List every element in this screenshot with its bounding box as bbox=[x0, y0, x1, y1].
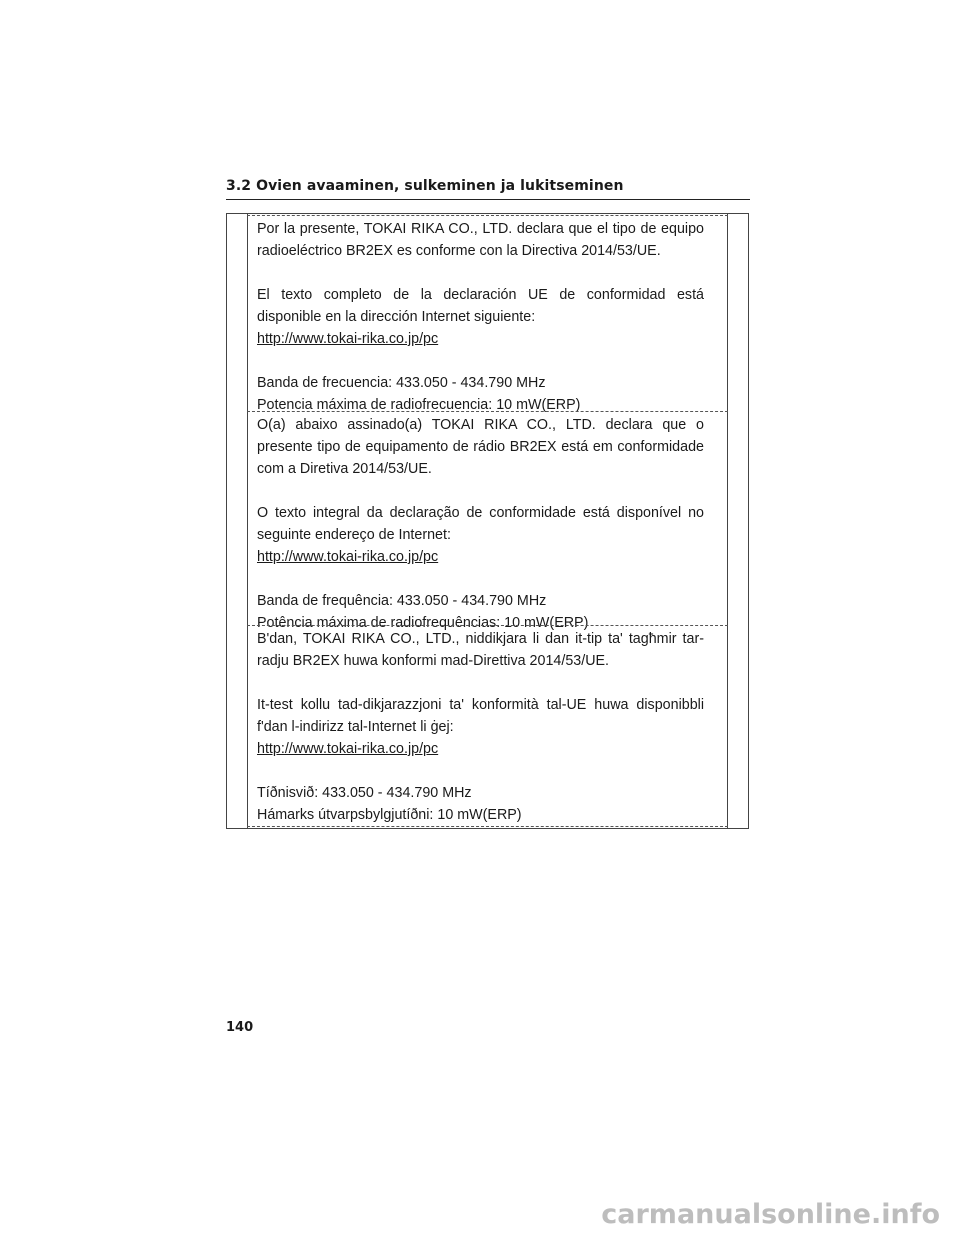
dashed-divider-top bbox=[247, 215, 728, 216]
declaration-link[interactable]: http://www.tokai-rika.co.jp/pc bbox=[257, 331, 439, 347]
dashed-divider-bottom bbox=[247, 826, 728, 827]
frequency-band: Tíðnisvið: 433.050 - 434.790 MHz bbox=[257, 785, 472, 801]
declaration-panel-es bbox=[247, 218, 728, 416]
page-number: 140 bbox=[226, 1020, 254, 1035]
declaration-statement: B'dan, TOKAI RIKA CO., LTD., niddikjara li dan it-tip ta' tagħmir tar-radju BR2EX huwa konformi mad-Direttiva 2014/53/UE. bbox=[257, 631, 704, 669]
declaration-link[interactable]: http://www.tokai-rika.co.jp/pc bbox=[257, 741, 439, 757]
watermark: carmanualsonline.info bbox=[601, 1199, 940, 1230]
dashed-divider bbox=[247, 625, 728, 626]
declaration-link[interactable]: http://www.tokai-rika.co.jp/pc bbox=[257, 549, 439, 565]
availability-statement: El texto completo de la declaración UE de conformidad está disponible en la dirección Internet siguiente: bbox=[257, 287, 704, 325]
section-title: 3.2 Ovien avaaminen, sulkeminen ja lukitseminen bbox=[226, 178, 750, 200]
declaration-statement: Por la presente, TOKAI RIKA CO., LTD. declara que el tipo de equipo radioeléctrico BR2EX es conforme con la Directiva 2014/53/UE. bbox=[257, 221, 704, 259]
declaration-statement: O(a) abaixo assinado(a) TOKAI RIKA CO., LTD. declara que o presente tipo de equipamento de rádio BR2EX está em conformidade com a Diretiva 2014/53/UE. bbox=[257, 417, 704, 477]
max-power: Potencia máxima de radiofrecuencia: 10 mW(ERP) bbox=[257, 397, 581, 413]
max-power: Potência máxima de radiofrequências: 10 mW(ERP) bbox=[257, 615, 589, 631]
declaration-panel-mt-is bbox=[247, 628, 728, 826]
frequency-band: Banda de frecuencia: 433.050 - 434.790 MHz bbox=[257, 375, 546, 391]
max-power: Hámarks útvarpsbylgjutíðni: 10 mW(ERP) bbox=[257, 807, 522, 823]
declaration-panel-pt bbox=[247, 414, 728, 634]
dashed-divider bbox=[247, 411, 728, 412]
frequency-band: Banda de frequência: 433.050 - 434.790 MHz bbox=[257, 593, 547, 609]
availability-statement: It-test kollu tad-dikjarazzjoni ta' konformità tal-UE huwa disponibbli f'dan l-indirizz tal-Internet li ġej: bbox=[257, 697, 704, 735]
availability-statement: O texto integral da declaração de conformidade está disponível no seguinte endereço de Internet: bbox=[257, 505, 704, 543]
